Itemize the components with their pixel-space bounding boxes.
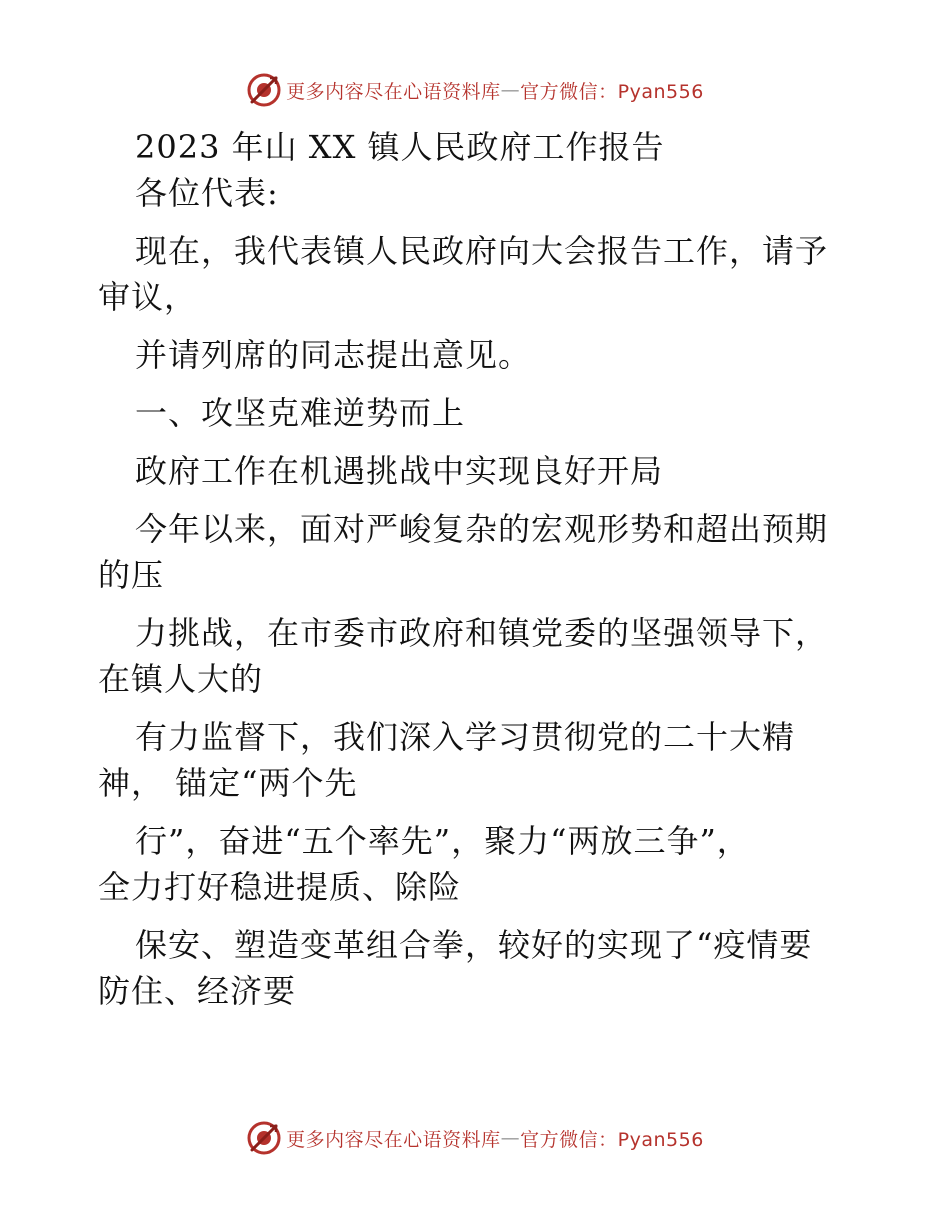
banner-separator: — — [500, 79, 521, 101]
paragraph-line: 行”，奋进“五个率先”，聚力“两放三争”， — [135, 822, 750, 860]
paragraph-line: 的压 — [98, 556, 165, 594]
section-subheading: 政府工作在机遇挑战中实现良好开局 — [135, 452, 664, 490]
brand-logo-icon — [246, 72, 282, 108]
paragraph-line: 现在，我代表镇人民政府向大会报告工作，请予 — [135, 232, 829, 270]
banner-separator: — — [500, 1127, 521, 1149]
section-heading: 一、攻坚克难逆势而上 — [135, 394, 466, 432]
banner-contact-text: 官方微信：Pyan556 — [520, 1128, 704, 1151]
document-title: 2023 年山 XX 镇人民政府工作报告 — [135, 128, 665, 166]
paragraph-line: 防住、经济要 — [98, 972, 297, 1010]
paragraph-line: 神， 锚定“两个先 — [98, 764, 358, 802]
salutation: 各位代表: — [135, 174, 279, 212]
paragraph-line: 全力打好稳进提质、除险 — [98, 868, 462, 906]
brand-logo-icon — [246, 1120, 282, 1156]
banner-lead-text: 更多内容尽在心语资料库 — [286, 80, 501, 103]
document-body — [98, 124, 858, 1014]
paragraph-line: 在镇人大的 — [98, 660, 264, 698]
footer-banner — [0, 1118, 950, 1158]
banner-contact-text: 官方微信：Pyan556 — [520, 80, 704, 103]
paragraph-line: 有力监督下，我们深入学习贯彻党的二十大精 — [135, 718, 796, 756]
paragraph-line: 力挑战，在市委市政府和镇党委的坚强领导下， — [135, 614, 829, 652]
paragraph-line: 今年以来，面对严峻复杂的宏观形势和超出预期 — [135, 510, 829, 548]
paragraph-line: 并请列席的同志提出意见。 — [135, 336, 532, 374]
banner-lead-text: 更多内容尽在心语资料库 — [286, 1128, 501, 1151]
paragraph-line: 保安、塑造变革组合拳，较好的实现了“疫情要 — [135, 926, 813, 964]
paragraph-line: 审议， — [98, 278, 198, 316]
header-banner — [0, 70, 950, 110]
